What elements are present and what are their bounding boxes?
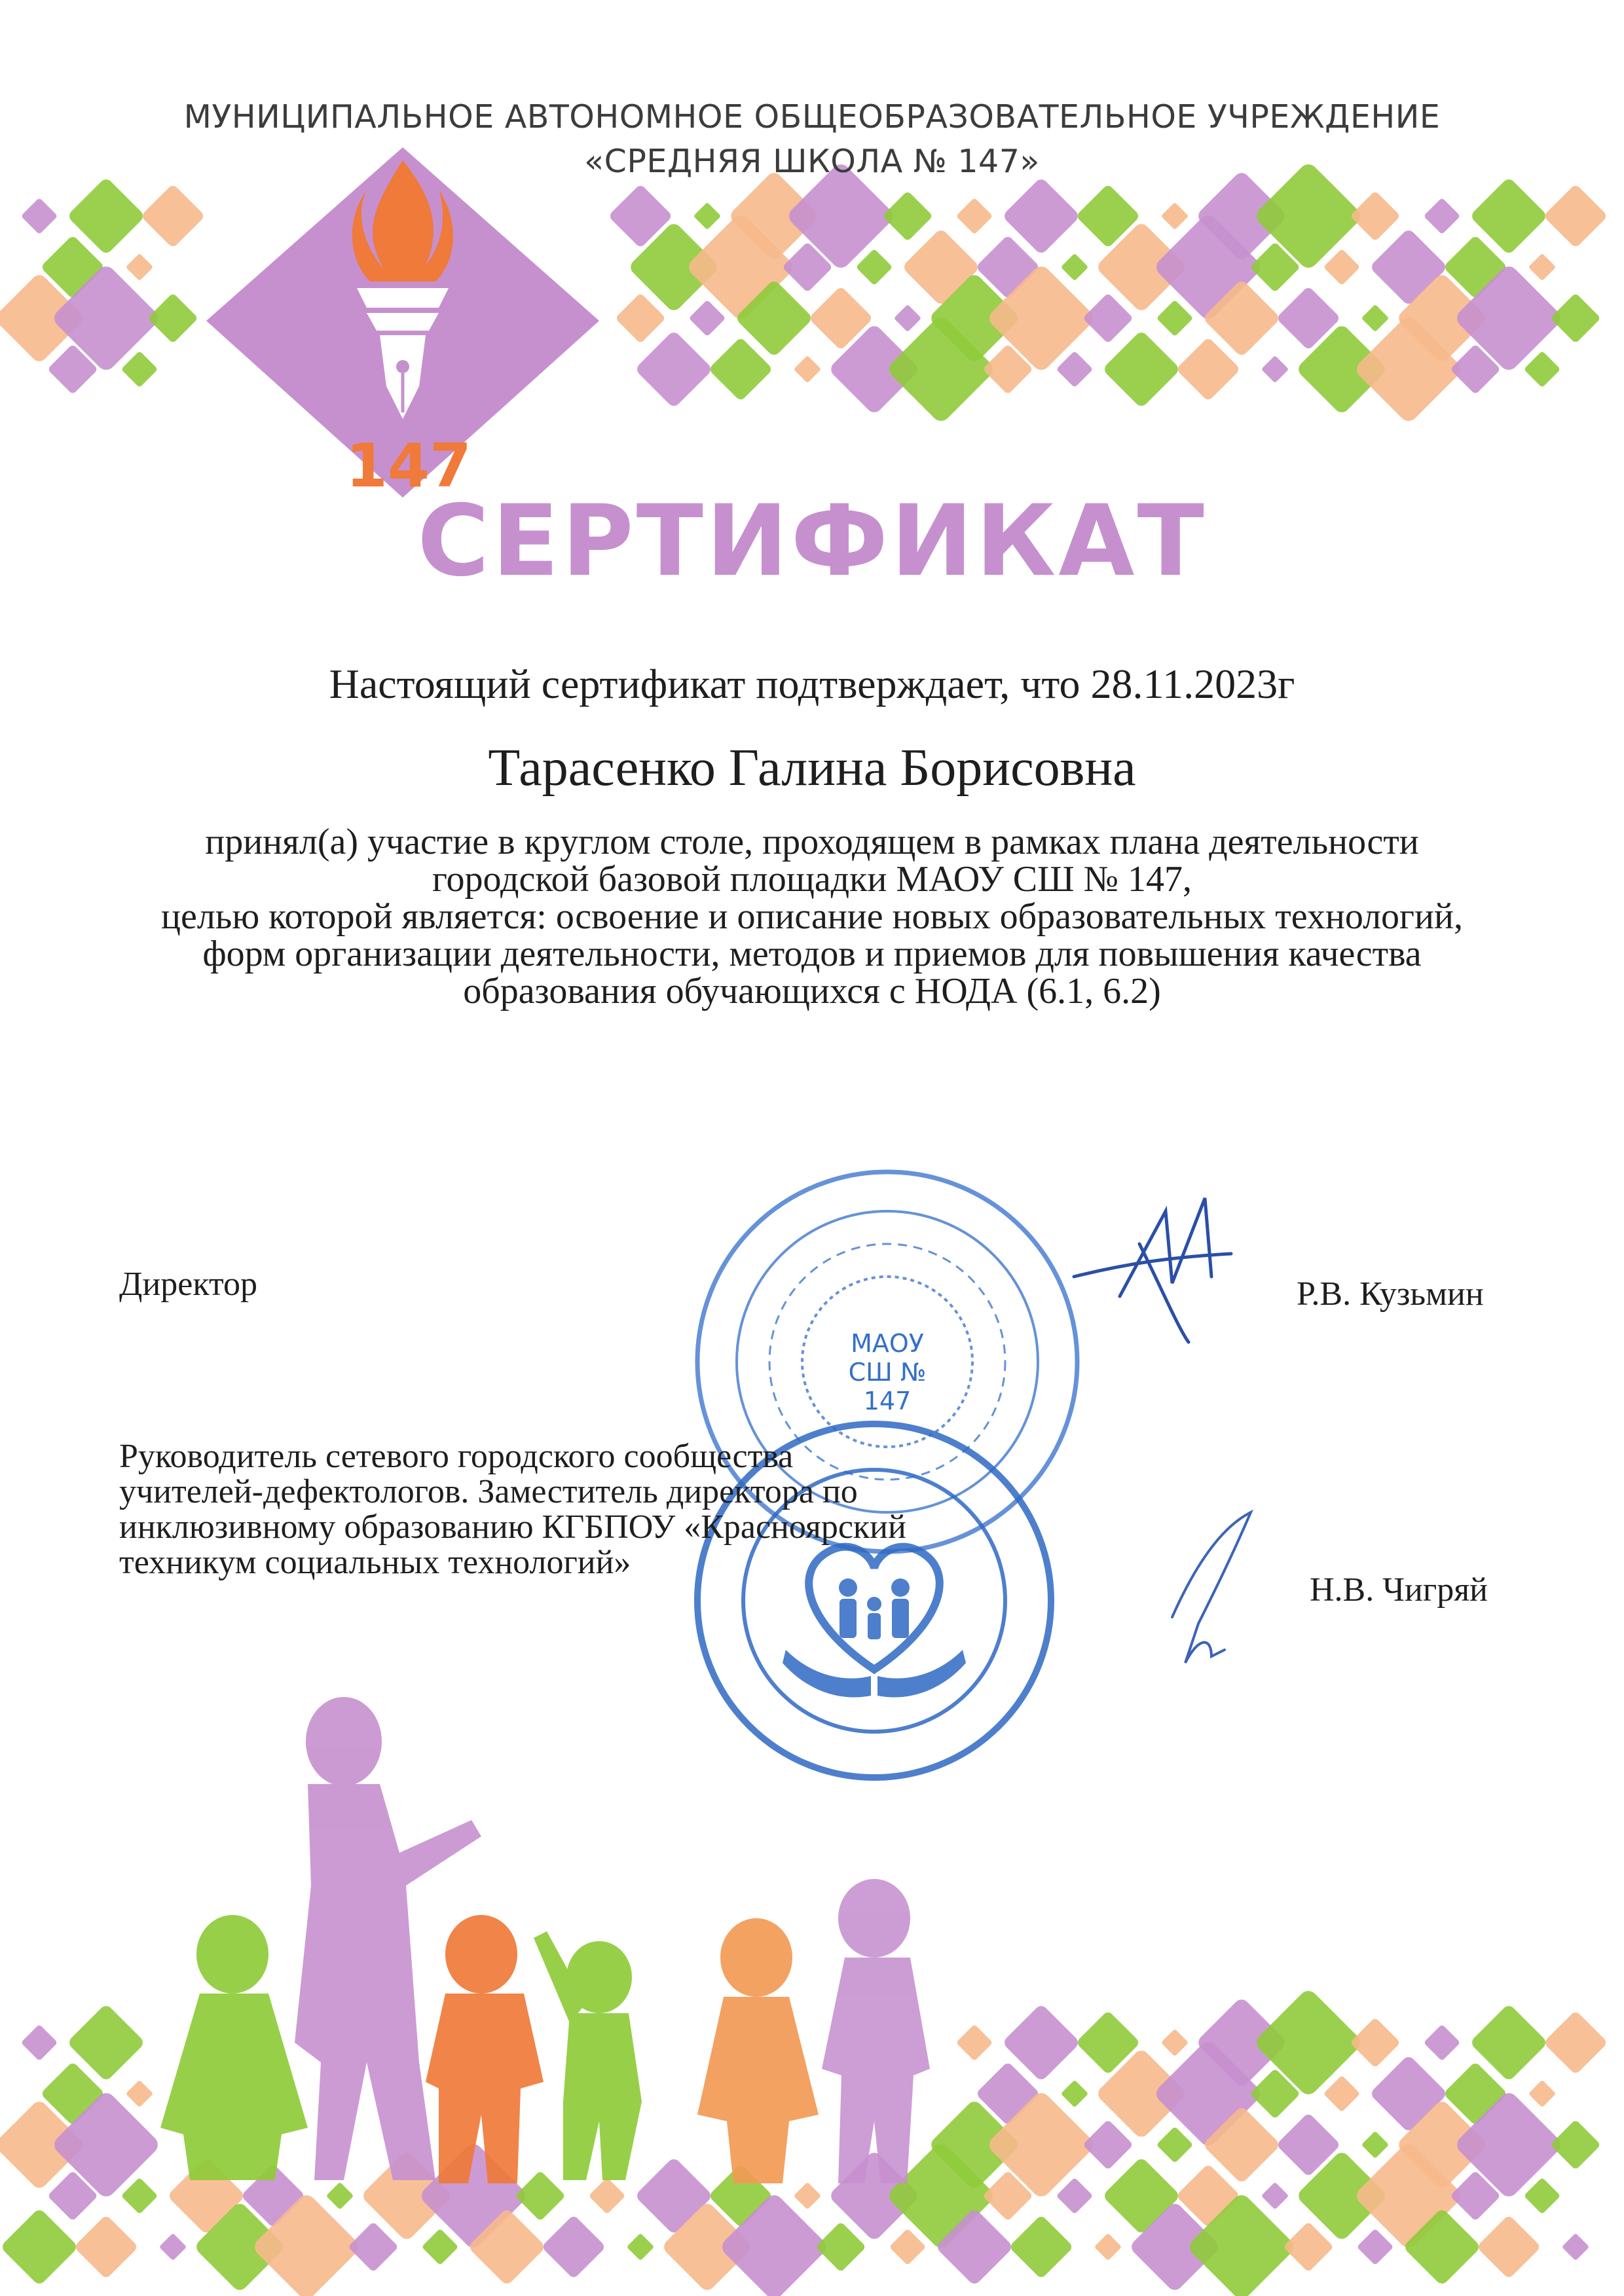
decorative-diamond: [1056, 351, 1094, 388]
decorative-diamond: [1562, 2233, 1589, 2261]
decorative-diamond: [635, 330, 713, 409]
decorative-diamond: [1543, 2011, 1608, 2075]
head-name: Н.В. Чигряй: [1310, 1571, 1488, 1609]
decorative-diamond: [1524, 351, 1561, 388]
head-role-line: Руководитель сетевого городского сообщества: [119, 1438, 794, 1475]
decorative-diamond: [1350, 191, 1401, 242]
stamp-line: МАОУ: [851, 1329, 924, 1358]
certificate-title: СЕРТИФИКАТ: [417, 484, 1207, 598]
boy2-silhouette: [822, 1879, 930, 2183]
school-name-line1: МУНИЦИПАЛЬНОЕ АВТОНОМНОЕ ОБЩЕОБРАЗОВАТЕЛЬНОЕ УЧРЕЖДЕНИЕ: [183, 98, 1441, 136]
decorative-diamond: [74, 2215, 139, 2280]
decorative-diamond: [1156, 300, 1194, 337]
decorative-diamond: [794, 2182, 821, 2210]
decorative-diamond: [1361, 304, 1389, 332]
decorative-diamond: [1082, 293, 1134, 344]
decorative-diamond: [889, 2229, 927, 2266]
decorative-diamond: [21, 198, 58, 235]
decorative-diamond: [882, 191, 933, 242]
confirmation-text: Настоящий сертификат подтверждает, что 28.11.2023г: [329, 661, 1295, 707]
decorative-diamond: [515, 2170, 566, 2221]
decorative-diamond: [615, 293, 666, 344]
decorative-diamond: [126, 2080, 153, 2107]
school-name-line2: «СРЕДНЯЯ ШКОЛА № 147»: [584, 143, 1040, 180]
decorative-diamond: [627, 2233, 654, 2261]
decorative-diamond: [956, 198, 993, 235]
decorative-diamond: [894, 304, 921, 332]
decorative-diamond: [1357, 2229, 1394, 2266]
decorative-diamond: [1543, 184, 1608, 249]
decorative-diamond: [1061, 253, 1088, 281]
head-role: [119, 1439, 906, 1580]
decorative-diamond: [1477, 2215, 1541, 2280]
body-line: принял(а) участие в круглом столе, проходящем в рамках плана деятельности: [205, 822, 1419, 862]
decorative-diamond: [1261, 2182, 1289, 2210]
decorative-diamond: [1528, 2080, 1556, 2107]
decorative-diamond: [815, 2221, 866, 2272]
decorative-diamond: [1009, 2215, 1074, 2280]
head-role-line: учителей-дефектологов. Заместитель директора по: [119, 1473, 858, 1510]
decorative-diamond: [956, 2024, 993, 2062]
decorative-diamond: [121, 351, 158, 388]
decorative-diamond: [1161, 202, 1189, 230]
decorative-diamond: [1550, 293, 1601, 344]
decorative-diamond: [1323, 249, 1361, 286]
stamp-line: СШ № 147: [848, 1358, 927, 1415]
decorative-diamond: [542, 2215, 606, 2280]
decorative-diamond: [693, 202, 721, 230]
decorative-diamond: [1524, 2178, 1561, 2215]
decorative-diamond: [689, 300, 726, 337]
decorative-diamond: [1061, 2080, 1088, 2107]
decorative-diamond: [326, 2182, 354, 2210]
decorative-diamond: [1550, 2119, 1601, 2170]
decorative-diamond: [1424, 198, 1461, 235]
body-line: форм организации деятельности, методов и приемов для повышения качества: [202, 934, 1422, 974]
decorative-diamond: [856, 249, 893, 286]
decorative-diamond: [1424, 2024, 1461, 2062]
decorative-diamond: [1094, 2233, 1122, 2261]
decorative-diamond: [1361, 2131, 1389, 2159]
certificate-body: [0, 824, 1624, 1010]
body-line: городской базовой площадки МАОУ СШ № 147,: [432, 859, 1192, 900]
head-role-line: техникум социальных технологий»: [119, 1544, 631, 1581]
girl-silhouette: [160, 1915, 308, 2180]
decorative-diamond: [141, 184, 206, 249]
decorative-diamond: [147, 293, 198, 344]
director-signature: [1074, 1198, 1231, 1342]
decorative-diamond: [1161, 2029, 1189, 2056]
body-line: целью которой является: освоение и описание новых образовательных технологий,: [161, 896, 1463, 937]
girl2-silhouette: [697, 1918, 819, 2183]
decorative-diamond: [159, 2233, 187, 2261]
decorative-diamond: [126, 253, 153, 281]
body-line: образования обучающихся с НОДА (6.1, 6.2): [463, 971, 1161, 1011]
recipient-name: Тарасенко Галина Борисовна: [488, 739, 1136, 797]
waving-boy-silhouette: [534, 1931, 642, 2180]
decorative-diamond: [1156, 2126, 1194, 2164]
head-signature: [1172, 1512, 1251, 1663]
head-role-line: инклюзивному образованию КГБПОУ «Красноярский: [119, 1508, 906, 1546]
decorative-diamond: [1102, 330, 1181, 409]
decorative-diamond: [1261, 355, 1289, 383]
director-name: Р.В. Кузьмин: [1297, 1275, 1484, 1313]
decorative-diamond: [1082, 2119, 1134, 2170]
decorative-diamond: [589, 2178, 626, 2215]
decorative-diamond: [1323, 2075, 1361, 2113]
logo-number: 147: [346, 431, 472, 501]
decorative-diamond: [422, 2229, 459, 2266]
director-role: Директор: [119, 1266, 257, 1303]
decorative-diamond: [348, 2221, 399, 2272]
decorative-diamond: [1528, 253, 1556, 281]
decorative-diamond: [1283, 2221, 1334, 2272]
decorative-diamond: [1056, 2178, 1094, 2215]
boy-silhouette: [426, 1915, 544, 2183]
decorative-diamond: [794, 355, 821, 383]
decorative-diamond: [0, 2208, 79, 2286]
decorative-diamond: [1350, 2017, 1401, 2068]
school-stamp-text: [822, 1329, 953, 1415]
decorative-diamond: [121, 2178, 158, 2215]
decorative-diamond: [21, 2024, 58, 2062]
family-icon: [839, 1578, 910, 1639]
